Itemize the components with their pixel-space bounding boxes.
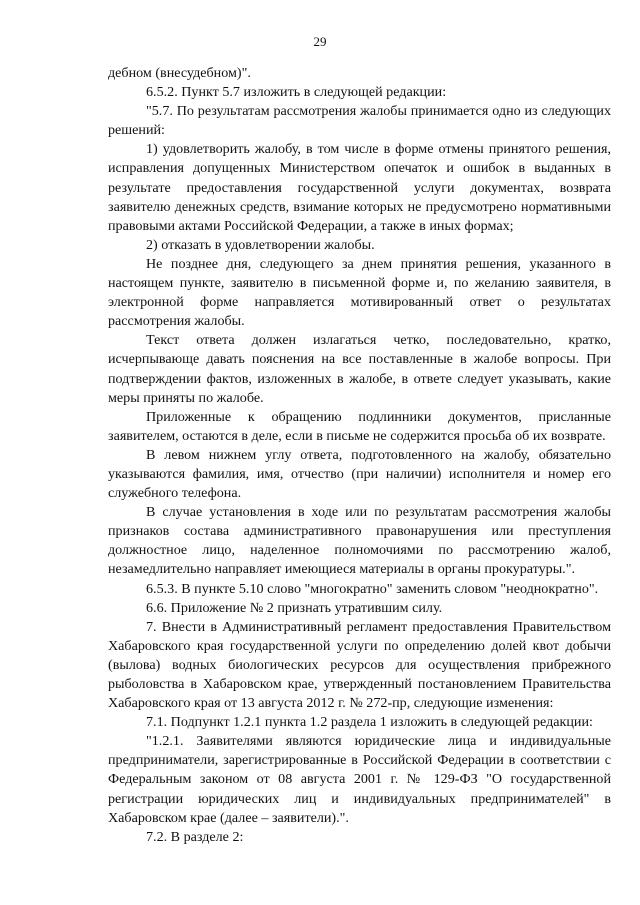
- paragraph-decision-2: 2) отказать в удовлетворении жалобы.: [146, 236, 375, 253]
- paragraph-item-7-1: 7.1. Подпункт 1.2.1 пункта 1.2 раздела 1 изложить в следующей редакции:: [146, 714, 593, 731]
- paragraph-item-5-7: "5.7. По результатам рассмотрения жалобы принимается одно из следующих решений:: [108, 103, 611, 139]
- document-body: [108, 64, 611, 847]
- paragraph-item-6-6: 6.6. Приложение № 2 признать утратившим силу.: [146, 599, 443, 616]
- paragraph-item-7-2: 7.2. В разделе 2:: [146, 828, 244, 845]
- paragraph-item-6-5-3: 6.5.3. В пункте 5.10 слово "многократно" заменить словом "неоднократно".: [146, 580, 599, 597]
- paragraph-originals: Приложенные к обращению подлинники документов, присланные заявителем, остаются в деле, если в письме не содержится просьба об их возврате.: [108, 408, 611, 444]
- paragraph-item-6-5-2: 6.5.2. Пункт 5.7 изложить в следующей редакции:: [146, 84, 447, 101]
- paragraph-decision-1: 1) удовлетворить жалобу, в том числе в форме отмены принятого решения, исправления допущенных Министерством опечаток и ошибок в выданных в результате предоставления государственной услуги документах, возврата заявителю денежных средств, взимание которых не предусмотрено нормативными правовыми актами Российской Федерации, а также в иных формах;: [108, 141, 611, 234]
- paragraph-response-text: Текст ответа должен излагаться четко, последовательно, кратко, исчерпывающе давать пояснения на все поставленные в жалобе вопросы. При подтверждении фактов, изложенных в жалобе, в ответе следует указывать, какие меры приняты по жалобе.: [108, 332, 611, 406]
- paragraph-response-deadline: Не позднее дня, следующего за днем принятия решения, указанного в настоящем пункте, заявителю в письменной форме и, по желанию заявителя, в электронной форме направляется мотивированный ответ о результатах рассмотрения жалобы.: [108, 255, 611, 330]
- paragraph-prosecutor: В случае установления в ходе или по результатам рассмотрения жалобы признаков состава административного правонарушения или преступления должностное лицо, наделенное полномочиями по рассмотрению жалоб, незамедлительно направляет имеющиеся материалы в органы прокуратуры.".: [108, 504, 611, 578]
- paragraph-item-1-2-1: "1.2.1. Заявителями являются юридические лица и индивидуальные предприниматели, зарегистрированные в Российской Федерации в соответствии с Федеральным законом от 08 августа 2001 г. № 129-ФЗ "О государственной регистрации юридических лиц и индивидуальных предпринимателей" в Хабаровском крае (далее – заявители).".: [108, 733, 611, 826]
- paragraph-continuation: дебном (внесудебном)".: [108, 65, 251, 81]
- page-number: 29: [313, 34, 327, 49]
- paragraph-executor-info: В левом нижнем углу ответа, подготовленного на жалобу, обязательно указываются фамилия, имя, отчество (при наличии) исполнителя и номер его служебного телефона.: [108, 446, 611, 502]
- paragraph-item-7: 7. Внести в Административный регламент предоставления Правительством Хабаровского края государственной услуги по определению долей квот добычи (вылова) водных биологических ресурсов для осуществления прибрежного рыболовства в Хабаровском крае, утвержденный постановлением Правительства Хабаровского края от 13 августа 2012 г. № 272-пр, следующие изменения:: [108, 618, 611, 712]
